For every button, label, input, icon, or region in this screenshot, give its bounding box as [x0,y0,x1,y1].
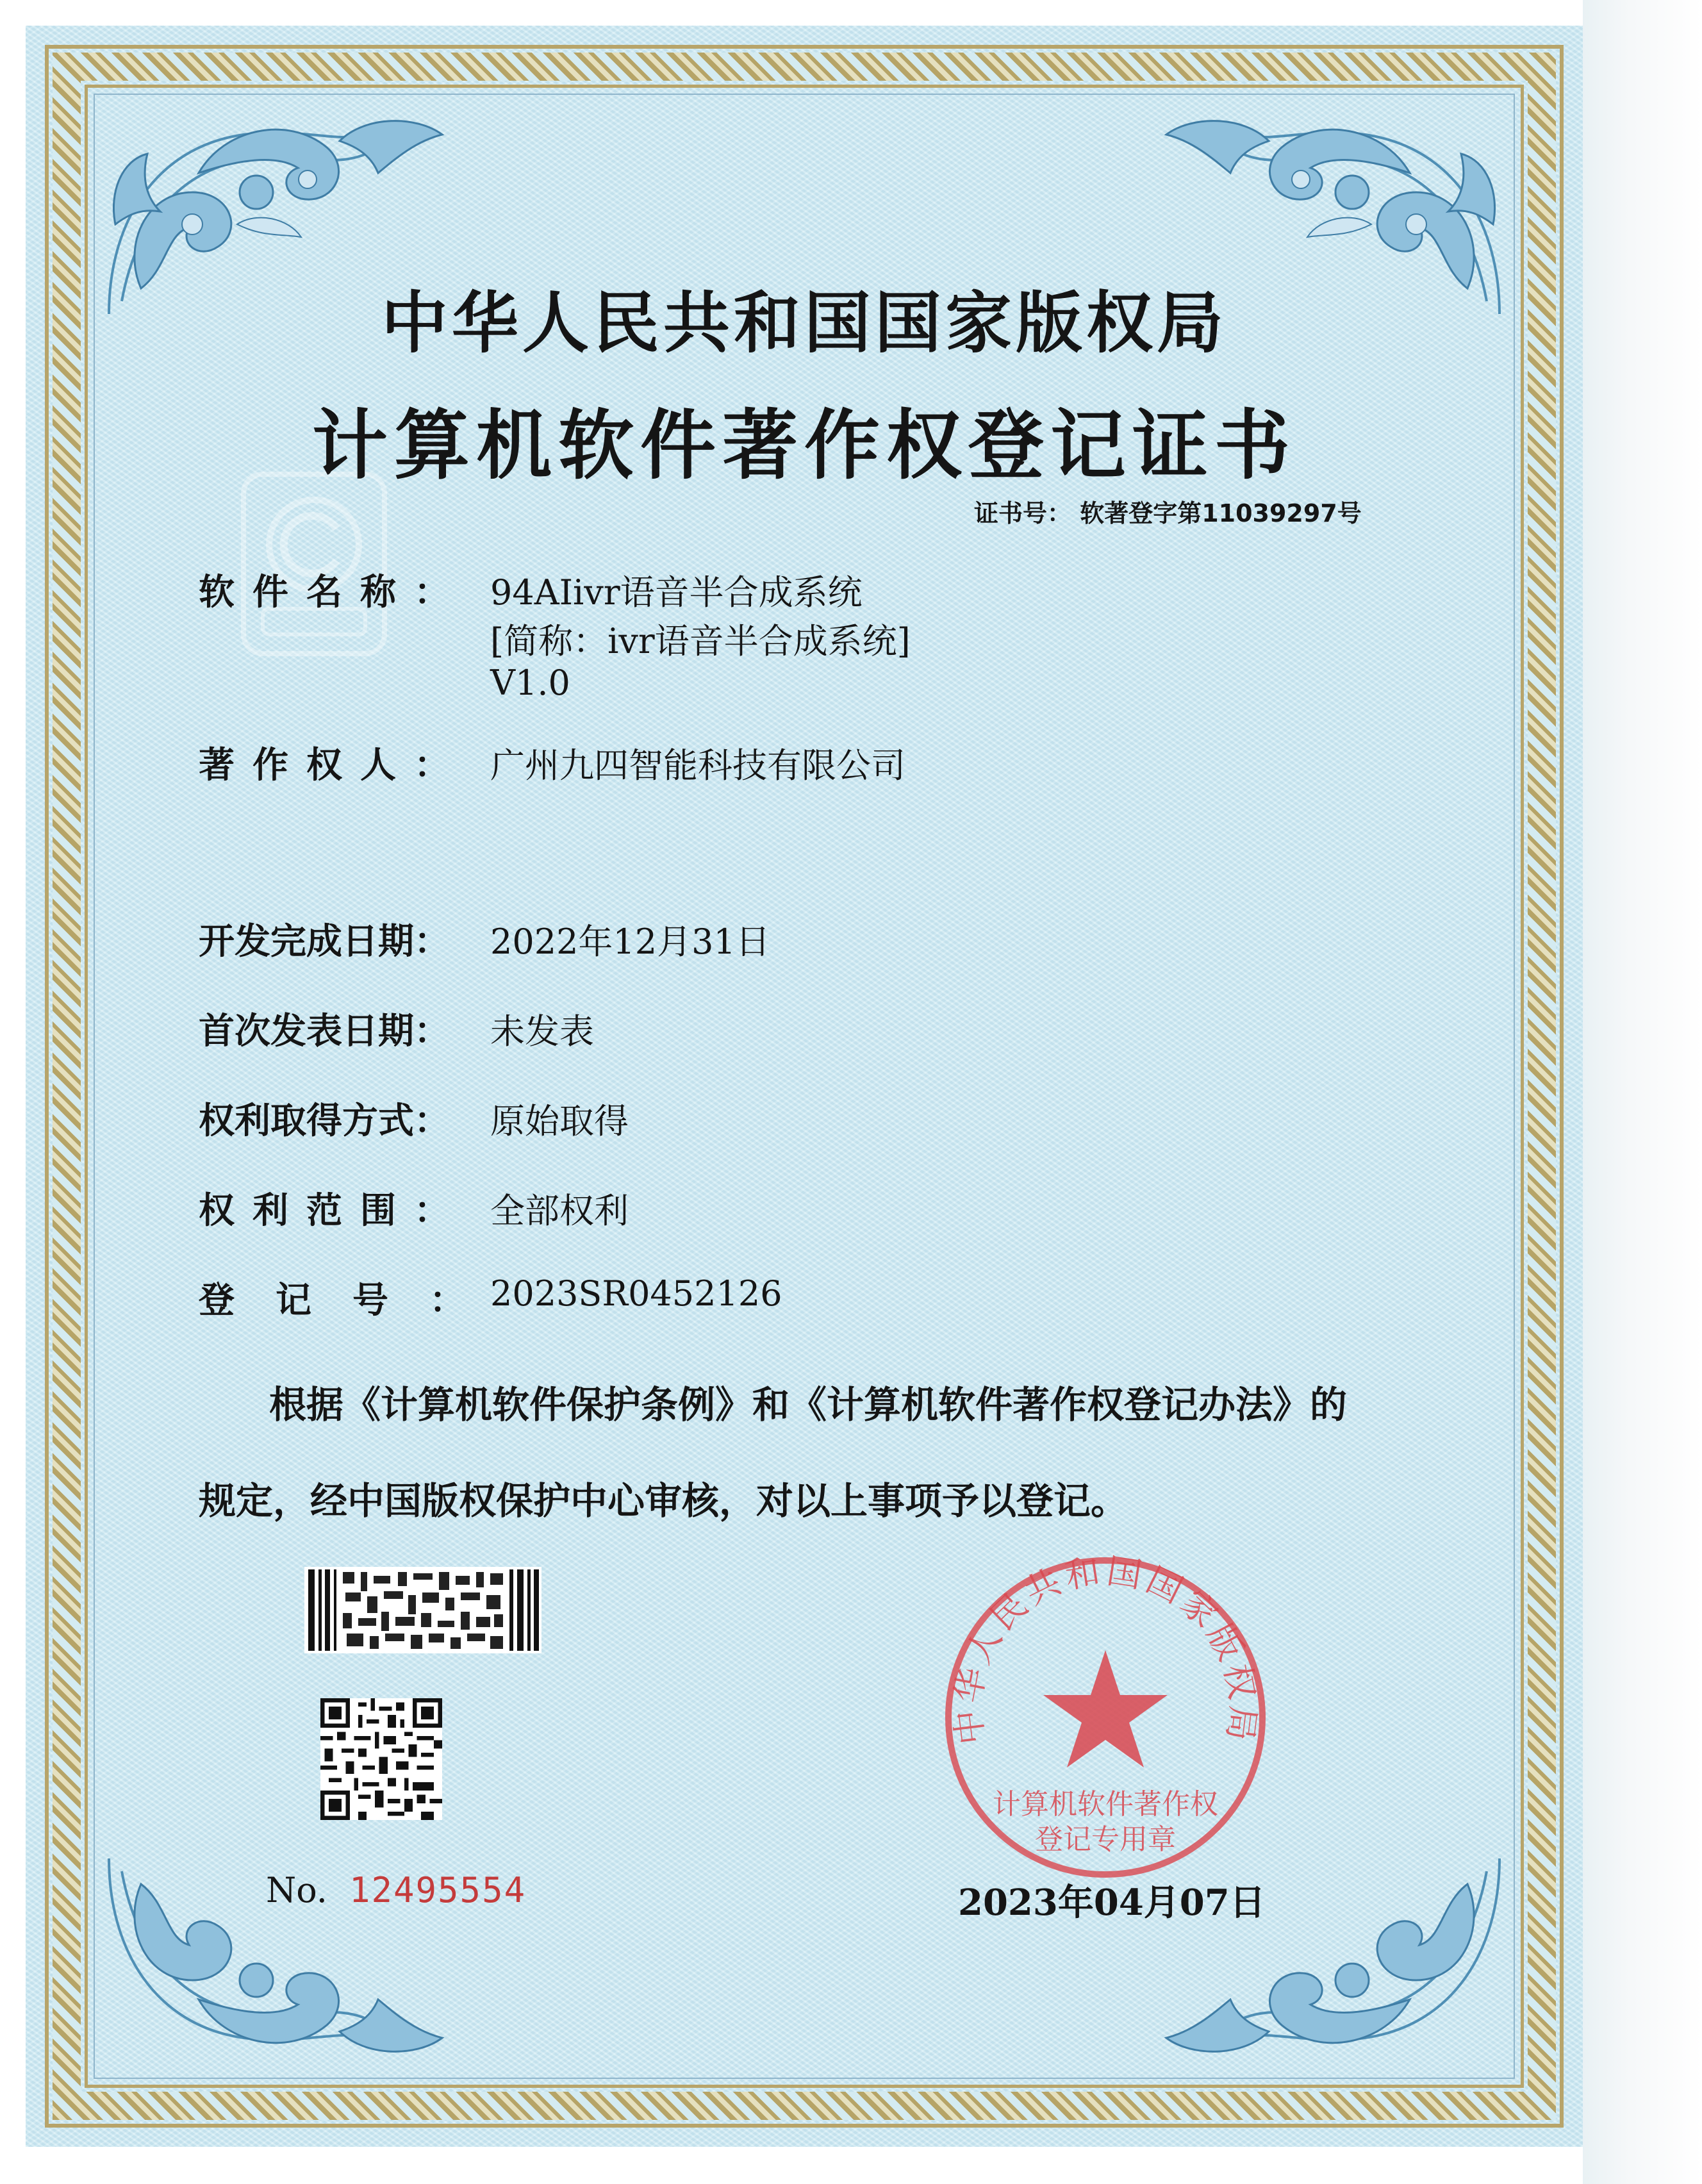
issue-date: 2023年04月07日 [958,1882,1266,1924]
software-short-name-value: [简称：ivr语音半合成系统] [490,621,911,661]
completion-date-value: 2022年12月31日 [490,922,770,962]
registration-number-value: 2023SR0452126 [490,1273,782,1314]
registration-number-label: 登记号： [199,1280,506,1321]
seal-ring-text: 中华人民共和国国家版权局 [947,1551,1264,1747]
software-version-value: V1.0 [490,663,570,703]
first-publication-label: 首次发表日期： [199,1011,450,1052]
acquisition-method-value: 原始取得 [490,1101,629,1141]
rights-scope-label: 权利范围： [199,1190,468,1232]
issuing-authority: 中华人民共和国国家版权局 [381,284,1227,362]
seal-center-line-1: 计算机软件著作权 [993,1788,1218,1821]
serial-number-prefix: No. [266,1870,327,1910]
completion-date-label: 开发完成日期： [199,921,450,963]
barcode-icon [304,1567,541,1653]
seal-center-line-2: 登记专用章 [1035,1823,1176,1856]
serial-number: 12495554 [349,1870,527,1910]
official-seal [939,1551,1272,1884]
software-name-label: 软件名称： [199,572,468,613]
legal-statement-line-1: 根据《计算机软件保护条例》和《计算机软件著作权登记办法》的 [269,1383,1348,1427]
certificate-number: 证书号： 软著登字第11039297号 [974,499,1362,527]
legal-statement-line-2: 规定，经中国版权保护中心审核，对以上事项予以登记。 [199,1479,1128,1523]
software-name-value: 94AIivr语音半合成系统 [490,572,863,613]
copyright-owner-label: 著作权人： [199,745,468,786]
qr-code-icon [320,1698,442,1820]
acquisition-method-label: 权利取得方式： [199,1100,450,1142]
seal-star-icon [1043,1650,1168,1767]
copyright-owner-value: 广州九四智能科技有限公司 [490,745,905,786]
rights-scope-value: 全部权利 [490,1191,629,1231]
first-publication-value: 未发表 [490,1011,594,1052]
legal-statement [199,1375,1416,1525]
certificate-title: 计算机软件著作权登记证书 [311,401,1296,490]
